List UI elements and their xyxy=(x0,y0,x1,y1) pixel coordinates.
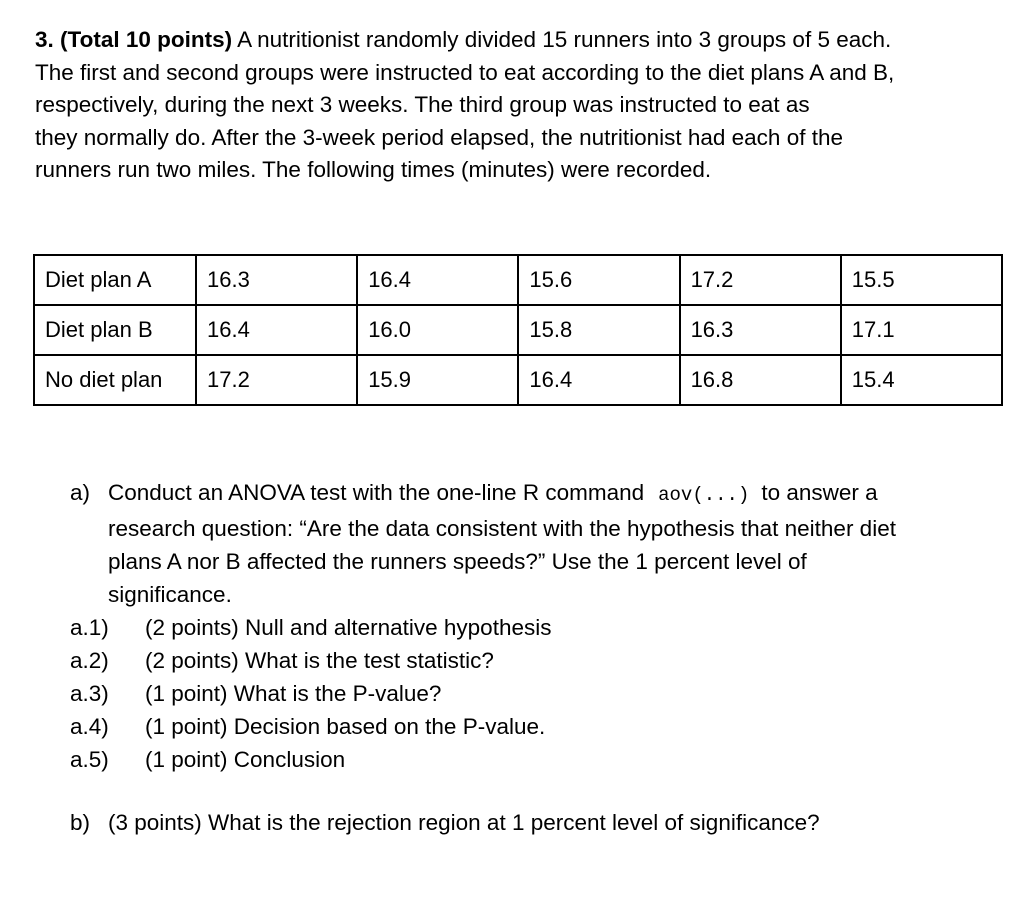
subpart-text: (1 point) Decision based on the P-value. xyxy=(145,714,546,739)
intro-line-5: runners run two miles. The following times (minutes) were recorded. xyxy=(35,157,712,182)
table-cell: 16.3 xyxy=(680,305,841,355)
intro-text-1: A nutritionist randomly divided 15 runners into 3 groups of 5 each. xyxy=(232,27,892,52)
intro-line-2: The first and second groups were instructed to eat according to the diet plans A and B, xyxy=(35,59,895,85)
subpart-text: (1 point) What is the P-value? xyxy=(145,681,442,706)
intro-line-3: respectively, during the next 3 weeks. The third group was instructed to eat as xyxy=(35,92,810,117)
question-a-text-pre: Conduct an ANOVA test with the one-line R command xyxy=(108,480,645,505)
question-a-subparts xyxy=(70,611,1000,776)
table-cell: 15.6 xyxy=(518,255,679,305)
question-a-line-4: significance. xyxy=(108,582,232,607)
subpart-number: a.1) xyxy=(70,615,109,640)
question-a-marker: a) xyxy=(70,480,91,505)
subpart-number: a.4) xyxy=(70,714,109,739)
subpart-text: (2 points) Null and alternative hypothesis xyxy=(145,615,552,640)
intro-line-4: they normally do. After the 3-week period elapsed, the nutritionist had each of the xyxy=(35,124,843,150)
table-cell: 16.4 xyxy=(518,355,679,405)
table-cell: 17.2 xyxy=(680,255,841,305)
question-a xyxy=(70,476,1000,776)
table-cell: 17.2 xyxy=(196,355,357,405)
subpart-number: a.5) xyxy=(70,747,109,772)
table-row xyxy=(34,355,1002,405)
row-label: Diet plan B xyxy=(34,305,196,355)
running-times-table xyxy=(33,254,1003,406)
question-b-marker: b) xyxy=(70,810,91,835)
table-row xyxy=(34,305,1002,355)
table-cell: 15.4 xyxy=(841,355,1002,405)
table-cell: 16.4 xyxy=(196,305,357,355)
subpart-a5 xyxy=(70,743,1000,776)
question-a-line-1 xyxy=(108,476,1000,512)
row-label: Diet plan A xyxy=(34,255,196,305)
table-cell: 15.5 xyxy=(841,255,1002,305)
question-b-text: (3 points) What is the rejection region at 1 percent level of significance? xyxy=(108,810,820,835)
subpart-a1 xyxy=(70,611,1000,644)
subpart-a4 xyxy=(70,710,1000,743)
problem-number-points: 3. (Total 10 points) xyxy=(35,27,233,52)
subpart-number: a.2) xyxy=(70,648,109,673)
table-cell: 15.9 xyxy=(357,355,518,405)
subpart-a2 xyxy=(70,644,1000,677)
question-a-text-post: to answer a xyxy=(761,480,878,505)
intro-line-1 xyxy=(35,24,995,57)
question-a-line-3: plans A nor B affected the runners speeds?” Use the 1 percent level of xyxy=(108,549,807,574)
subpart-text: (1 point) Conclusion xyxy=(145,747,346,772)
question-a-body xyxy=(108,476,1000,611)
problem-statement xyxy=(35,24,995,187)
table-cell: 17.1 xyxy=(841,305,1002,355)
subpart-number: a.3) xyxy=(70,681,109,706)
table-cell: 16.0 xyxy=(357,305,518,355)
table-cell: 16.8 xyxy=(680,355,841,405)
question-b xyxy=(70,806,1000,839)
subpart-text: (2 points) What is the test statistic? xyxy=(145,648,494,673)
table-cell: 16.4 xyxy=(357,255,518,305)
table-cell: 15.8 xyxy=(518,305,679,355)
subpart-a3 xyxy=(70,677,1000,710)
question-a-line-2: research question: “Are the data consistent with the hypothesis that neither diet xyxy=(108,516,896,541)
table-row xyxy=(34,255,1002,305)
row-label: No diet plan xyxy=(34,355,196,405)
table-cell: 16.3 xyxy=(196,255,357,305)
r-command-code: aov(...) xyxy=(658,484,750,506)
